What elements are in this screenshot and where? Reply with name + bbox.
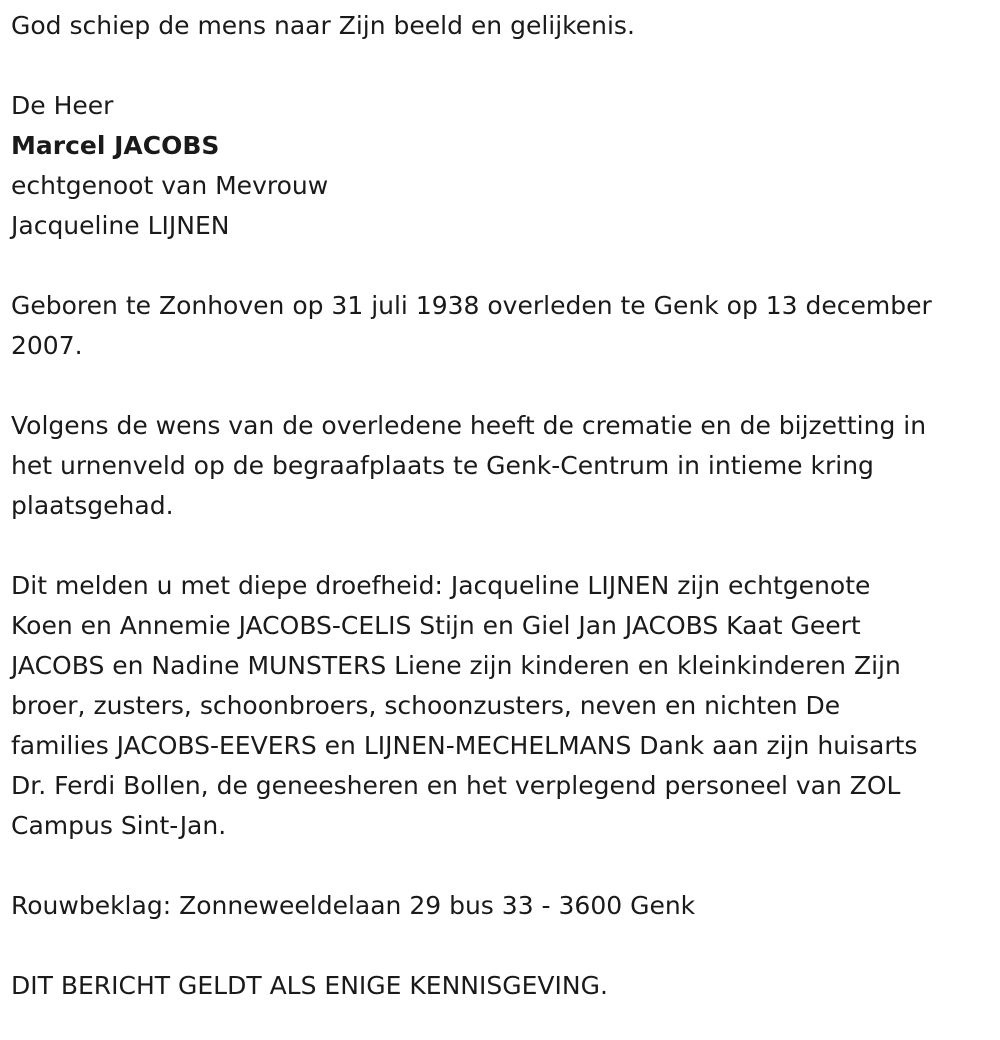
spacer — [11, 246, 991, 286]
paragraph-line: Campus Sint-Jan. — [11, 811, 227, 840]
paragraph-line: JACOBS en Nadine MUNSTERS Liene zijn kinderen en kleinkinderen Zijn — [11, 651, 901, 680]
spouse-name: Jacqueline LIJNEN — [11, 211, 230, 240]
spacer — [11, 846, 991, 886]
obituary-notice — [11, 0, 991, 1006]
spacer — [11, 366, 991, 406]
condolence-address: Rouwbeklag: Zonneweeldelaan 29 bus 33 - 3600 Genk — [11, 891, 696, 920]
paragraph-line: Dit melden u met diepe droefheid: Jacqueline LIJNEN zijn echtgenote — [11, 571, 871, 600]
paragraph-line: 2007. — [11, 331, 83, 360]
paragraph-line: het urnenveld op de begraafplaats te Genk-Centrum in intieme kring — [11, 451, 874, 480]
paragraph-line: families JACOBS-EEVERS en LIJNEN-MECHELMANS Dank aan zijn huisarts — [11, 731, 918, 760]
paragraph-line: broer, zusters, schoonbroers, schoonzusters, neven en nichten De — [11, 691, 841, 720]
deceased-name: Marcel JACOBS — [11, 131, 220, 160]
birth-death-paragraph — [11, 286, 991, 366]
closing-statement: DIT BERICHT GELDT ALS ENIGE KENNISGEVING. — [11, 971, 608, 1000]
motto-text: God schiep de mens naar Zijn beeld en gelijkenis. — [11, 11, 635, 40]
cremation-paragraph — [11, 406, 991, 526]
paragraph-line: plaatsgehad. — [11, 491, 174, 520]
title-prefix: De Heer — [11, 91, 114, 120]
spacer — [11, 526, 991, 566]
announcement-paragraph — [11, 566, 991, 846]
spacer — [11, 926, 991, 966]
paragraph-line: Koen en Annemie JACOBS-CELIS Stijn en Giel Jan JACOBS Kaat Geert — [11, 611, 861, 640]
paragraph-line: Volgens de wens van de overledene heeft de crematie en de bijzetting in — [11, 411, 927, 440]
paragraph-line: Dr. Ferdi Bollen, de geneesheren en het verplegend personeel van ZOL — [11, 771, 901, 800]
spouse-intro: echtgenoot van Mevrouw — [11, 171, 329, 200]
spacer — [11, 46, 991, 86]
paragraph-line: Geboren te Zonhoven op 31 juli 1938 overleden te Genk op 13 december — [11, 291, 932, 320]
